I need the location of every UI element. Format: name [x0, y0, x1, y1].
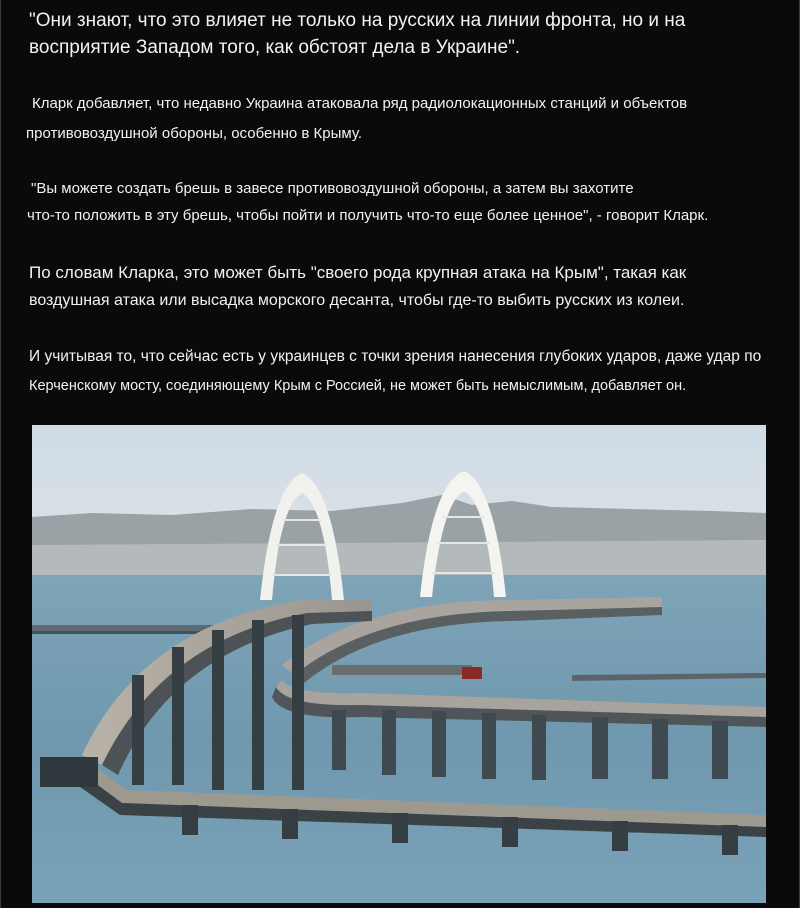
bridge-illustration	[32, 425, 766, 903]
paragraph-2-line-1: "Вы можете создать брешь в завесе противовоздушной обороны, а затем вы захотите	[31, 180, 634, 197]
paragraph-3-line-1: По словам Кларка, это может быть "своего рода крупная атака на Крым", такая как	[29, 263, 687, 282]
quote-line-1: "Они знают, что это влияет не только на русских на линии фронта, но и на	[29, 10, 686, 31]
quote-line-2: восприятие Западом того, как обстоят дела в Украине".	[29, 37, 521, 58]
paragraph-4-line-1: И учитывая то, что сейчас есть у украинцев с точки зрения нанесения глубоких ударов, даже удар по	[29, 348, 762, 365]
paragraph-1-line-1: Кларк добавляет, что недавно Украина атаковала ряд радиолокационных станций и объектов	[32, 95, 688, 112]
paragraph-4-line-2: Керченскому мосту, соединяющему Крым с Россией, не может быть немыслимым, добавляет он.	[29, 378, 687, 394]
paragraph-2-line-2: что-то положить в эту брешь, чтобы пойти и получить что-то еще более ценное", - говорит Кларк.	[27, 207, 709, 224]
paragraph-3-line-2: воздушная атака или высадка морского десанта, чтобы где-то выбить русских из колеи.	[29, 292, 685, 309]
paragraph-1-line-2: противовоздушной обороны, особенно в Крыму.	[26, 125, 363, 142]
bridge-photo	[32, 425, 766, 903]
